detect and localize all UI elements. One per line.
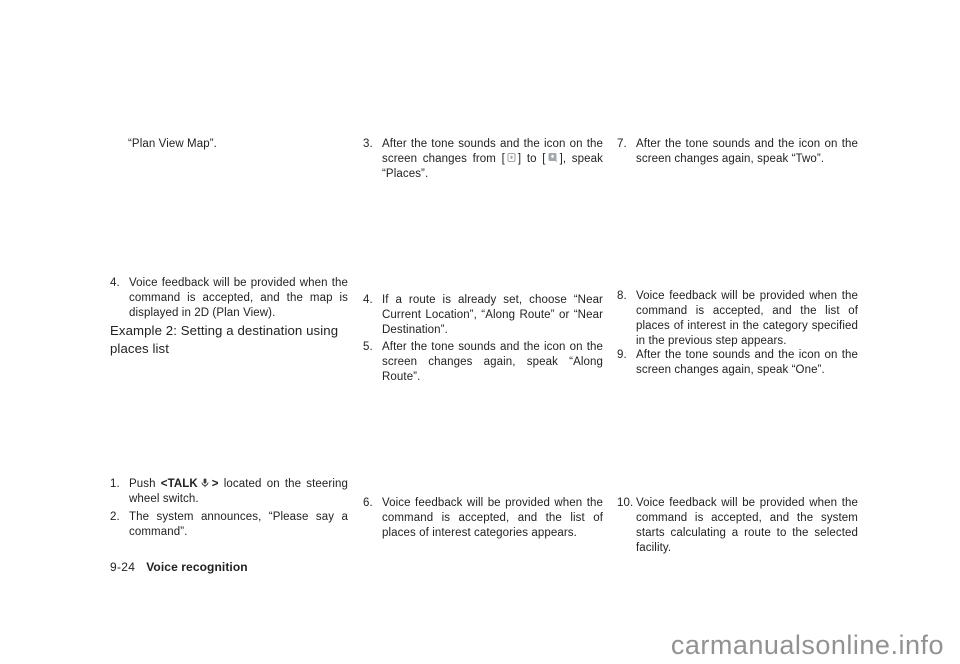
section-heading: Example 2: Setting a destination using places list — [110, 323, 339, 356]
item-text-prefix: Push — [129, 478, 161, 490]
item-number: 5. — [363, 341, 373, 353]
list-item — [617, 348, 858, 378]
item-number: 6. — [363, 497, 373, 509]
page-number: 9-24 — [110, 560, 136, 574]
section-title: Voice recognition — [146, 560, 248, 574]
voice-command-icon-outline — [507, 152, 516, 163]
list-item — [363, 340, 603, 385]
item-number: 1. — [110, 478, 120, 490]
list-item — [110, 510, 348, 540]
item-text — [129, 477, 348, 507]
item-text-part2: ] to [ — [517, 153, 546, 165]
fragment-text: “Plan View Map”. — [128, 138, 217, 150]
item-number: 3. — [363, 138, 373, 150]
item-text: After the tone sounds and the icon on the screen changes again, speak “Along Route”. — [382, 341, 603, 383]
item-text-part3: ], speak “Places”. — [382, 153, 603, 180]
list-item — [617, 137, 858, 167]
item-number: 4. — [110, 277, 120, 289]
item-number: 8. — [617, 290, 627, 302]
item-number: 7. — [617, 138, 627, 150]
watermark: carmanualsonline.info — [670, 630, 944, 660]
item-text: Voice feedback will be provided when the command is accepted, and the list of places of interest in the category specified in the previous step appears. — [636, 290, 858, 347]
list-item — [363, 496, 603, 541]
left-column-fragment — [128, 137, 348, 152]
item-text: The system announces, “Please say a command”. — [129, 511, 348, 538]
item-text: Voice feedback will be provided when the command is accepted, and the system starts calculating a route to the selected facility. — [636, 497, 858, 554]
item-number: 10. — [617, 497, 634, 509]
item-text: If a route is already set, choose “Near Current Location”, “Along Route” or “Near Destination”. — [382, 294, 603, 336]
item-text: After the tone sounds and the icon on the screen changes again, speak “Two”. — [636, 138, 858, 165]
page-footer — [110, 560, 248, 574]
item-text: Voice feedback will be provided when the command is accepted, and the list of places of interest categories appears. — [382, 497, 603, 539]
item-number: 9. — [617, 349, 627, 361]
voice-command-icon-filled — [548, 152, 558, 163]
item-text-suffix: located on the steering wheel switch. — [129, 478, 348, 505]
list-item — [110, 276, 348, 321]
list-item — [363, 137, 603, 182]
item-number: 4. — [363, 294, 373, 306]
list-item — [617, 496, 858, 556]
talk-button-label-close: > — [211, 478, 219, 490]
item-text: After the tone sounds and the icon on the screen changes again, speak “One”. — [636, 349, 858, 376]
talk-button-label: <TALK — [160, 478, 198, 490]
list-item — [110, 477, 348, 507]
item-text — [382, 137, 603, 182]
list-item — [617, 289, 858, 349]
list-item — [363, 293, 603, 338]
item-text-part1: After the tone sounds and the icon on the screen changes from [ — [382, 138, 603, 165]
microphone-icon — [201, 478, 209, 488]
item-number: 2. — [110, 511, 120, 523]
item-text: Voice feedback will be provided when the command is accepted, and the map is displayed in 2D (Plan View). — [129, 277, 348, 319]
